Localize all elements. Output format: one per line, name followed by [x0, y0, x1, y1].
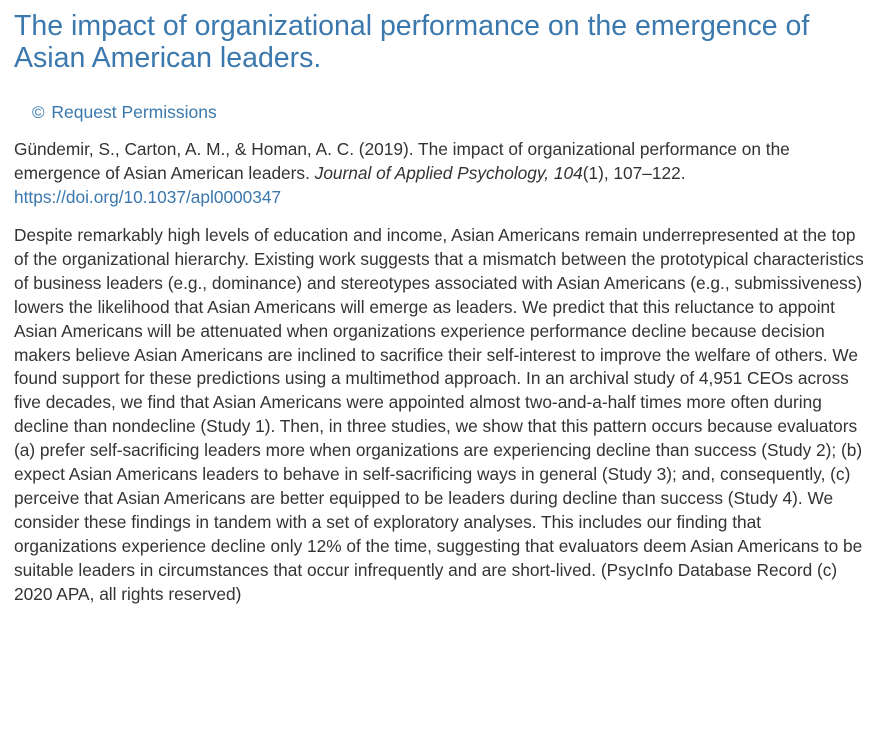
- doi-link[interactable]: https://doi.org/10.1037/apl0000347: [14, 187, 282, 207]
- request-permissions-link[interactable]: [32, 101, 217, 124]
- citation: [14, 137, 864, 209]
- citation-journal: Journal of Applied Psychology, 104: [314, 163, 583, 183]
- citation-issue-pages: (1), 107–122.: [582, 163, 686, 183]
- article-title: The impact of organizational performance on the emergence of Asian American leaders.: [14, 10, 810, 74]
- copyright-icon: ©: [32, 103, 45, 122]
- abstract: Despite remarkably high levels of education and income, Asian Americans remain underrepresented at the top of the organizational hierarchy. Existing work suggests that a mismatch between the prototypical characteristics of business leaders (e.g., dominance) and stereotypes associated with Asian Americans (e.g., submissiveness) lowers the likelihood that Asian Americans will emerge as leaders. We predict that this reluctance to appoint Asian Americans will be attenuated when organizations experience performance decline because decision makers believe Asian Americans are inclined to sacrifice their self-interest to improve the welfare of others. We found support for these predictions using a multimethod approach. In an archival study of 4,951 CEOs across five decades, we find that Asian Americans were appointed almost two-and-a-half times more often during decline than nondecline (Study 1). Then, in three studies, we show that this pattern occurs because evaluators (a) prefer self-sacrificing leaders more when organizations are experiencing decline than success (Study 2); (b) expect Asian Americans leaders to behave in self-sacrificing ways in general (Study 3); and, consequently, (c) perceive that Asian Americans are better equipped to be leaders during decline than success (Study 4). We consider these findings in tandem with a set of exploratory analyses. This includes our finding that organizations experience decline only 12% of the time, suggesting that evaluators deem Asian Americans to be suitable leaders in circumstances that occur infrequently and are short-lived. (PsycInfo Database Record (c) 2020 APA, all rights reserved): [14, 225, 864, 604]
- request-permissions-label: Request Permissions: [51, 102, 217, 122]
- citation-authors: Gündemir, S., Carton, A. M., & Homan, A. C. (2019). The impact of organizational performance on the emergence of Asian American leaders.: [14, 139, 790, 183]
